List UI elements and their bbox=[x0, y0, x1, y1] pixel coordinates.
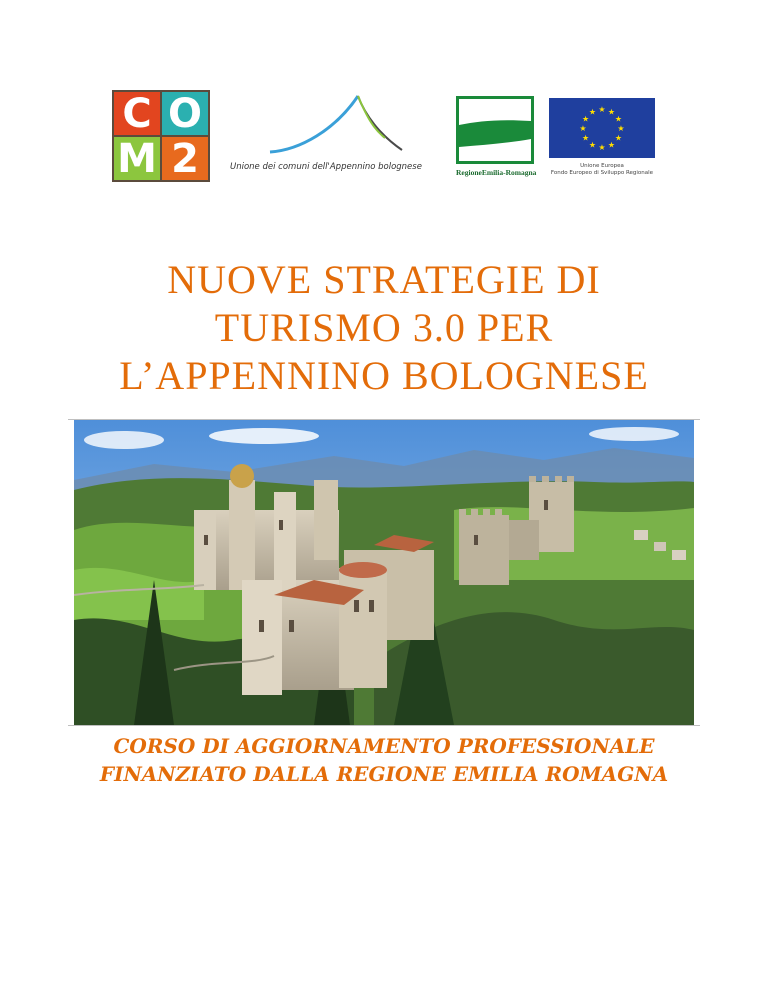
eu-star-icon: ★ bbox=[617, 124, 625, 133]
eu-text-line1: Unione Europea bbox=[580, 163, 624, 169]
com2-letter-c: C bbox=[114, 92, 160, 135]
title-line-1: NUOVE STRATEGIE DI bbox=[167, 257, 601, 302]
eu-logo-text bbox=[549, 163, 655, 177]
eu-star-icon: ★ bbox=[588, 107, 597, 117]
eu-star-icon: ★ bbox=[581, 114, 590, 124]
document-title bbox=[0, 256, 768, 400]
eu-star-icon: ★ bbox=[607, 107, 616, 117]
title-line-3: L’APPENNINO BOLOGNESE bbox=[119, 353, 649, 398]
divider-bottom bbox=[68, 725, 700, 726]
logo-strip bbox=[0, 86, 768, 186]
com2-letter-m: M bbox=[114, 137, 160, 180]
regione-emblem-icon bbox=[456, 96, 534, 164]
unione-logo-text: Unione dei comuni dell'Appennino bolognese bbox=[230, 162, 422, 172]
document-subtitle bbox=[0, 732, 768, 788]
eu-star-icon: ★ bbox=[614, 114, 623, 124]
mountain-swoosh-icon bbox=[230, 90, 445, 162]
castle-landscape-photo bbox=[74, 420, 694, 725]
unione-comuni-logo bbox=[230, 90, 445, 176]
com2-letter-o: O bbox=[162, 92, 208, 135]
eu-star-icon: ★ bbox=[598, 143, 606, 152]
eu-star-icon: ★ bbox=[581, 133, 590, 143]
eu-star-icon: ★ bbox=[598, 105, 606, 114]
regione-emilia-romagna-logo bbox=[456, 96, 537, 182]
regione-logo-text: RegioneEmilia-Romagna bbox=[456, 168, 537, 177]
title-line-2: TURISMO 3.0 PER bbox=[214, 305, 554, 350]
com2-logo bbox=[112, 90, 210, 182]
com2-letter-2: 2 bbox=[162, 137, 208, 180]
eu-star-icon: ★ bbox=[579, 124, 587, 133]
eu-star-icon: ★ bbox=[588, 140, 597, 150]
subtitle-line-1: CORSO DI AGGIORNAMENTO PROFESSIONALE bbox=[113, 734, 655, 758]
eu-text-line2: Fondo Europeo di Sviluppo Regionale bbox=[550, 170, 654, 177]
eu-star-icon: ★ bbox=[614, 133, 623, 143]
eu-star-icon: ★ bbox=[607, 140, 616, 150]
subtitle-line-2: FINANZIATO DALLA REGIONE EMILIA ROMAGNA bbox=[99, 762, 669, 786]
eu-flag-icon bbox=[549, 98, 655, 158]
eu-logo bbox=[549, 98, 655, 184]
